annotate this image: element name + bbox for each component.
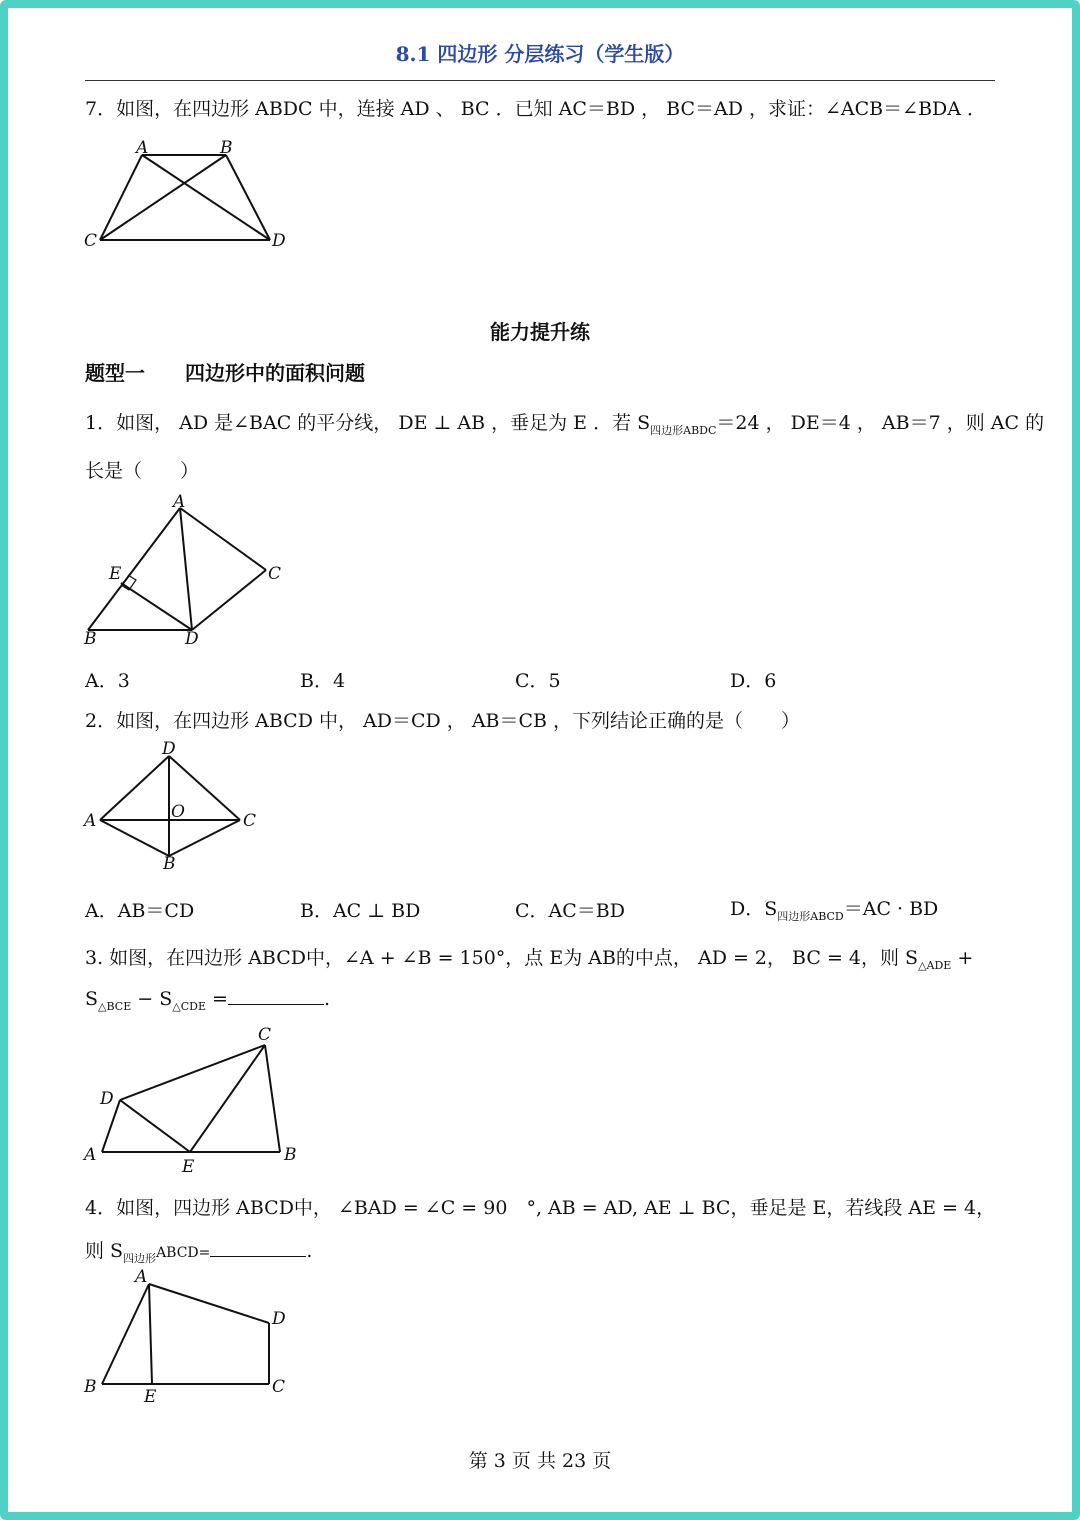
- q2-label-b: B: [163, 854, 176, 874]
- question-1-figure: [80, 490, 300, 650]
- q1-label-d: D: [185, 629, 199, 649]
- q2-option-d-subscript: 四边形ABCD: [777, 909, 844, 923]
- question-2-text: 2．如图，在四边形 ABCD 中， AD＝CD ， AB＝CB ，下列结论正确的是（ ）: [85, 710, 801, 732]
- q7-label-b: B: [220, 138, 233, 158]
- question-4-line2: [85, 1236, 312, 1266]
- question-4-figure: [80, 1268, 300, 1408]
- page-footer: 第 3 页 共 23 页: [468, 1450, 612, 1472]
- q4-label-d: D: [272, 1309, 286, 1329]
- q4-answer-blank[interactable]: [210, 1238, 306, 1257]
- q4-line2-tail: .: [306, 1240, 313, 1262]
- q1-label-b: B: [84, 629, 97, 649]
- q1-area-subscript: 四边形ABDC: [650, 423, 717, 437]
- question-2-figure: [80, 738, 280, 873]
- q1-label-a: A: [173, 492, 186, 512]
- question-7-text: 7．如图，在四边形 ABDC 中，连接 AD 、 BC ．已知 AC＝BD ， BC＝AD ，求证：∠ACB＝∠BDA ．: [85, 98, 987, 120]
- q1-label-e: E: [109, 564, 122, 584]
- q2-option-c: C．AC＝BD: [515, 900, 625, 922]
- q3-label-e: E: [182, 1157, 195, 1177]
- q4-line2-part1: 则 S: [85, 1240, 124, 1262]
- question-type-title: 题型一 四边形中的面积问题: [85, 361, 365, 385]
- question-4-line1: 4．如图，四边形 ABCD中， ∠BAD = ∠C = 90 °, AB = AD, AE ⊥ BC，垂足是 E，若线段 AE = 4，: [85, 1197, 996, 1219]
- page-header-title: 8.1 四边形 分层练习（学生版）: [395, 42, 685, 66]
- q3-line2-mid: − S: [131, 988, 173, 1010]
- q3-line2-subscript-2: △CDE: [172, 999, 206, 1013]
- q2-option-d-part2: ＝AC · BD: [843, 898, 939, 920]
- q2-label-a: A: [84, 811, 97, 831]
- question-3-line2: [85, 986, 330, 1013]
- q1-option-b: B．4: [300, 670, 346, 692]
- q3-answer-blank[interactable]: [228, 986, 324, 1005]
- q2-label-o: O: [171, 802, 185, 822]
- q1-option-c: C．5: [515, 670, 561, 692]
- q1-label-c: C: [268, 564, 282, 584]
- q1-option-d: D．6: [730, 670, 777, 692]
- q3-line2-subscript-1: △BCE: [98, 999, 132, 1013]
- q2-option-b: B．AC ⊥ BD: [300, 900, 421, 922]
- q7-label-d: D: [272, 231, 286, 251]
- q1-line1-part2: ＝24 ， DE＝4 ， AB＝7 ，则 AC 的: [716, 412, 1045, 434]
- q4-label-a: A: [135, 1267, 148, 1287]
- question-1-line2: 长是（ ）: [85, 460, 200, 482]
- q4-label-e: E: [144, 1387, 157, 1407]
- q2-label-c: C: [243, 811, 257, 831]
- q7-label-a: A: [136, 138, 149, 158]
- header-divider: [85, 80, 995, 81]
- question-1-line1: [85, 408, 1044, 438]
- section-title: 能力提升练: [490, 320, 590, 344]
- q4-label-c: C: [272, 1377, 286, 1397]
- q1-option-a: A．3: [85, 670, 130, 692]
- q3-label-c: C: [258, 1025, 272, 1045]
- q3-line2-tail: .: [323, 988, 330, 1010]
- q3-line1-end: +: [957, 947, 974, 969]
- q7-label-c: C: [84, 231, 98, 251]
- q3-line1-subscript: △ADE: [918, 958, 952, 972]
- q2-option-d: [730, 894, 938, 924]
- q3-label-d: D: [100, 1089, 114, 1109]
- q3-label-b: B: [284, 1145, 297, 1165]
- question-7-figure: [80, 135, 300, 255]
- q3-label-a: A: [84, 1145, 97, 1165]
- q2-label-d: D: [162, 739, 176, 759]
- q4-label-b: B: [84, 1377, 97, 1397]
- q2-option-a: A．AB＝CD: [85, 900, 195, 922]
- question-3-line1: [85, 943, 973, 972]
- q3-line2-s1: S: [85, 988, 99, 1010]
- q4-line2-subscript: 四边形: [123, 1251, 157, 1265]
- q4-line2-part2: ABCD=: [156, 1245, 211, 1261]
- q1-line1-part1: 1．如图， AD 是∠BAC 的平分线， DE ⊥ AB ，垂足为 E ．若 S: [85, 412, 651, 434]
- question-3-figure: [80, 1020, 320, 1180]
- q3-line2-end: =: [205, 988, 228, 1010]
- q2-option-d-part1: D．S: [730, 898, 778, 920]
- q3-line1-text: 3. 如图，在四边形 ABCD中，∠A + ∠B = 150°，点 E为 AB的中点， AD = 2， BC = 4，则 S: [85, 947, 919, 969]
